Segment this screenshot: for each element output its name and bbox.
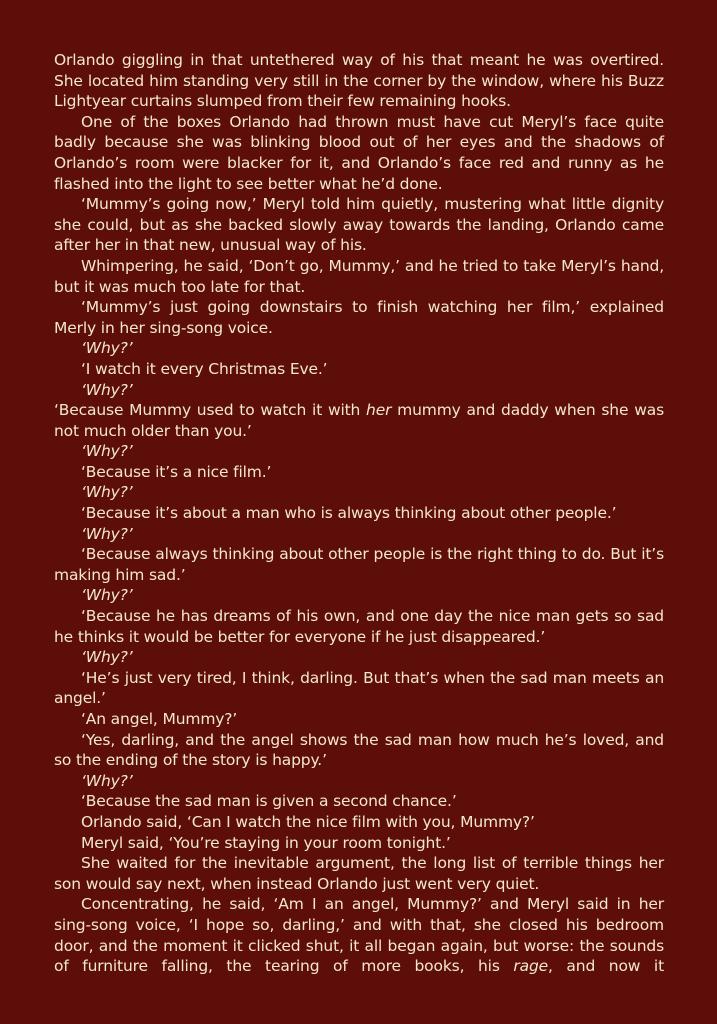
italic-text-run: ‘Why?’: [81, 771, 133, 790]
text-run: ‘Because always thinking about other people is the right thing to do. But it’s making him sad.’: [54, 545, 664, 584]
text-run: ‘Because it’s a nice film.’: [81, 462, 272, 481]
italic-text-run: ‘Why?’: [81, 442, 133, 461]
text-run: ‘I watch it every Christmas Eve.’: [81, 359, 328, 378]
italic-text-run: ‘Why?’: [81, 648, 133, 667]
italic-text-run: ‘Why?’: [81, 483, 133, 502]
paragraph: [54, 400, 664, 441]
text-run: Concentrating, he said, ‘Am I an angel, Mummy?’ and Meryl said in her sing-song voice, ‘I hope so, darling,’ and with that, she closed his bedroom door, and the moment it clicked shut, it all began again, but worse: the sounds of furniture falling, the tearing of more books, his: [54, 895, 664, 976]
text-run: ‘Because he has dreams of his own, and one day the nice man gets so sad he thinks it would be better for everyone if he just disappeared.’: [54, 607, 664, 646]
paragraph: [54, 812, 664, 833]
paragraph: [54, 380, 664, 401]
paragraph: [54, 668, 664, 709]
text-run: ‘Mummy’s going now,’ Meryl told him quietly, mustering what little dignity she could, but as she backed slowly away towards the landing, Orlando came after her in that new, unusual way of his.: [54, 195, 664, 255]
paragraph: [54, 585, 664, 606]
italic-text-run: ‘Why?’: [81, 339, 133, 358]
text-run: Whimpering, he said, ‘Don’t go, Mummy,’ and he tried to take Meryl’s hand, but it was much too late for that.: [54, 256, 664, 296]
paragraph: [54, 730, 664, 771]
paragraph: [54, 544, 664, 585]
text-run: ‘Because it’s about a man who is always thinking about other people.’: [81, 504, 617, 523]
text-run: She waited for the inevitable argument, the long list of terrible things her son would say next, when instead Orlando just went very quiet.: [54, 854, 664, 893]
italic-text-run: ‘Why?’: [81, 586, 133, 605]
text-run: ‘Because Mummy used to watch it with: [54, 401, 367, 420]
paragraph: [54, 462, 664, 483]
book-page-text: [54, 50, 664, 977]
text-run: , and now it: [548, 957, 665, 976]
italic-text-run: her: [366, 401, 392, 420]
paragraph: [54, 853, 664, 894]
paragraph: [54, 894, 664, 976]
paragraph: [54, 771, 664, 792]
paragraph: [54, 441, 664, 462]
paragraph: [54, 524, 664, 545]
text-run: Orlando said, ‘Can I watch the nice film with you, Mummy?’: [81, 812, 535, 831]
paragraph: [54, 709, 664, 730]
paragraph: [54, 647, 664, 668]
italic-text-run: rage: [513, 957, 549, 976]
text-run: ‘He’s just very tired, I think, darling. But that’s when the sad man meets an angel.’: [54, 668, 664, 708]
paragraph: [54, 482, 664, 503]
text-run: ‘Because the sad man is given a second chance.’: [81, 792, 457, 811]
italic-text-run: ‘Why?’: [81, 524, 133, 543]
paragraph: [54, 606, 664, 647]
text-run: ‘An angel, Mummy?’: [81, 710, 238, 728]
paragraph: [54, 338, 664, 359]
italic-text-run: ‘Why?’: [81, 380, 133, 399]
paragraph: [54, 503, 664, 524]
paragraph: [54, 297, 664, 338]
paragraph: [54, 359, 664, 380]
paragraph: [54, 50, 664, 112]
paragraph: [54, 112, 664, 194]
text-run: mummy and daddy when she was not much older than you.’: [54, 401, 664, 440]
text-run: ‘Yes, darling, and the angel shows the sad man how much he’s loved, and so the ending of the story is happy.’: [54, 730, 664, 770]
paragraph: [54, 833, 664, 854]
text-run: One of the boxes Orlando had thrown must have cut Meryl’s face quite badly because she was blinking blood out of her eyes and the shadows of Orlando’s room were blacker for it, and Orlando’s face red and runny as he flashed into the light to see better what he’d done.: [54, 112, 664, 193]
text-run: Meryl said, ‘You’re staying in your room tonight.’: [81, 833, 451, 852]
text-run: ‘Mummy’s just going downstairs to finish watching her film,’ explained Merly in her sing-song voice.: [54, 298, 664, 337]
paragraph: [54, 194, 664, 256]
text-run: Orlando giggling in that untethered way of his that meant he was overtired. She located him standing very still in the corner by the window, where his Buzz Lightyear curtains slumped from their few remaining hooks.: [54, 51, 664, 111]
paragraph: [54, 791, 664, 812]
paragraph: [54, 256, 664, 297]
